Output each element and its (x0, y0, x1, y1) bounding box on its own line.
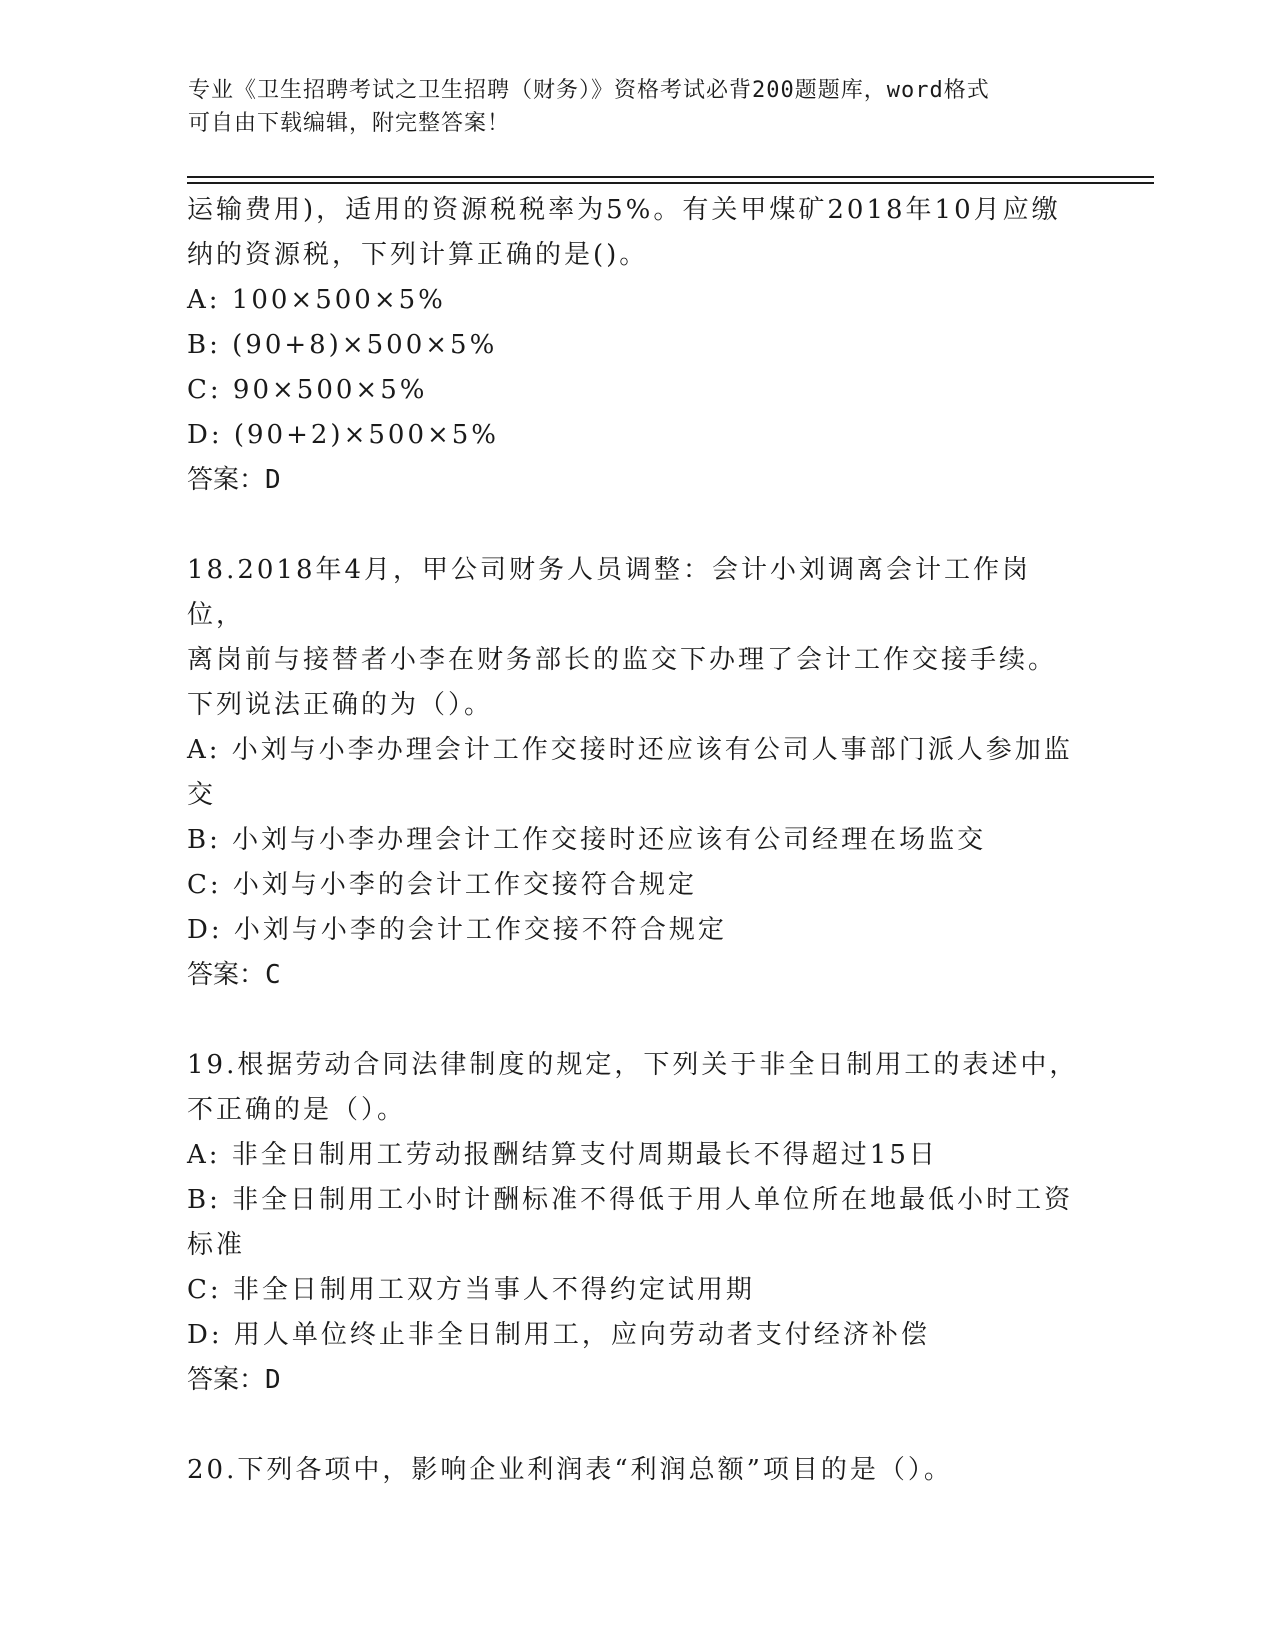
question-18 (187, 548, 1087, 998)
option-b: B: (90+8)×500×5% (187, 330, 498, 360)
option-a: A: 小刘与小李办理会计工作交接时还应该有公司人事部门派人参加监 (187, 735, 1073, 765)
answer-line: 答案：D (187, 465, 281, 495)
option-b-continued: 标准 (187, 1230, 246, 1260)
header-title-line-2: 可自由下载编辑，附完整答案！ (188, 111, 511, 136)
question-spacer (187, 503, 1087, 548)
questions-body (187, 188, 1087, 1493)
header-divider-top (187, 176, 1154, 178)
question-stem-line: 20.下列各项中，影响企业利润表“利润总额”项目的是（）。 (187, 1455, 953, 1485)
question-spacer (187, 998, 1087, 1043)
option-d: D: 用人单位终止非全日制用工，应向劳动者支付经济补偿 (187, 1320, 930, 1350)
question-stem-line: 18.2018年4月，甲公司财务人员调整：会计小刘调离会计工作岗位， (187, 555, 1032, 630)
page-header (188, 74, 1088, 140)
question-17 (187, 188, 1087, 503)
option-b: B: 小刘与小李办理会计工作交接时还应该有公司经理在场监交 (187, 825, 987, 855)
question-19 (187, 1043, 1087, 1403)
question-stem-line: 离岗前与接替者小李在财务部长的监交下办理了会计工作交接手续。 (187, 645, 1058, 675)
option-c: C: 小刘与小李的会计工作交接符合规定 (187, 870, 697, 900)
answer-line: 答案：D (187, 1365, 281, 1395)
question-stem-line: 不正确的是（）。 (187, 1095, 407, 1125)
option-a: A: 100×500×5% (187, 285, 446, 315)
option-b: B: 非全日制用工小时计酬标准不得低于用人单位所在地最低小时工资 (187, 1185, 1074, 1215)
answer-line: 答案：C (187, 960, 281, 990)
question-spacer (187, 1403, 1087, 1448)
question-stem-line: 纳的资源税，下列计算正确的是()。 (187, 240, 649, 270)
option-d: D: 小刘与小李的会计工作交接不符合规定 (187, 915, 727, 945)
question-stem-line: 运输费用)，适用的资源税税率为5%。有关甲煤矿2018年10月应缴 (187, 195, 1061, 225)
option-c: C: 90×500×5% (187, 375, 428, 405)
header-title-line-1: 专业《卫生招聘考试之卫生招聘（财务）》资格考试必背200题题库，word格式 (188, 78, 990, 103)
option-a: A: 非全日制用工劳动报酬结算支付周期最长不得超过15日 (187, 1140, 938, 1170)
option-c: C: 非全日制用工双方当事人不得约定试用期 (187, 1275, 755, 1305)
question-stem-line: 下列说法正确的为（）。 (187, 690, 494, 720)
question-20 (187, 1448, 1087, 1493)
header-divider-bottom (187, 182, 1154, 184)
question-stem-line: 19.根据劳动合同法律制度的规定，下列关于非全日制用工的表述中， (187, 1050, 1079, 1080)
option-a-continued: 交 (187, 780, 217, 810)
option-d: D: (90+2)×500×5% (187, 420, 500, 450)
